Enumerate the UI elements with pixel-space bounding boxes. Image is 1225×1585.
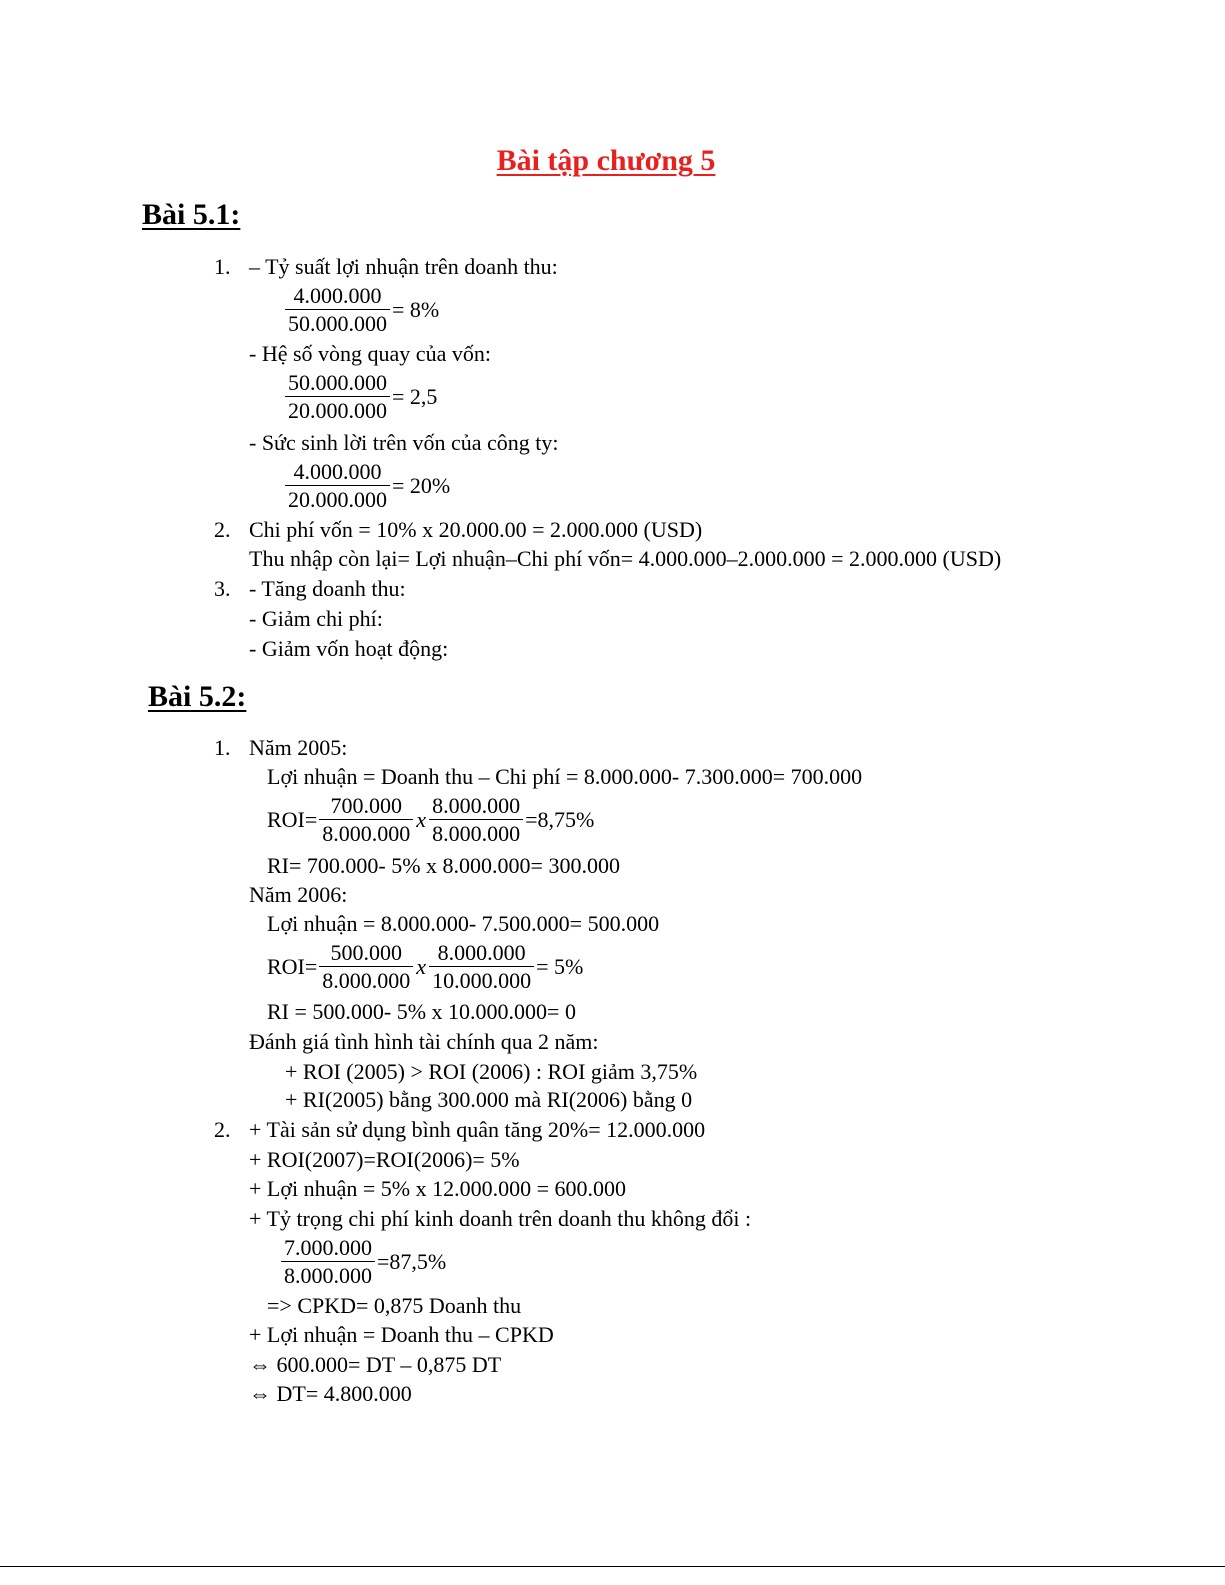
roi-2007-line: + ROI(2007)=ROI(2006)= 5%: [249, 1147, 520, 1172]
cost-ratio-line: + Tỷ trọng chi phí kinh doanh trên doanh thu không đổi :: [249, 1206, 752, 1231]
profit-2005-line: Lợi nhuận = Doanh thu – Chi phí = 8.000.000- 7.300.000= 700.000: [267, 764, 863, 789]
fraction: [285, 369, 390, 424]
item-number-1: 1.: [214, 254, 231, 279]
year-2005-label: Năm 2005:: [249, 735, 348, 760]
formula-result: =87,5%: [377, 1248, 447, 1274]
equation-line-2: ⇔ DT= 4.800.000: [249, 1381, 412, 1406]
item-number-3: 3.: [214, 576, 231, 601]
section-heading-5-2: Bài 5.2:: [148, 680, 247, 713]
fraction: [319, 939, 413, 994]
numerator: 8.000.000: [437, 940, 526, 965]
reduce-cost-line: - Giảm chi phí:: [249, 606, 383, 631]
fraction: [429, 792, 523, 847]
return-on-capital-label: - Sức sinh lời trên vốn của công ty:: [249, 430, 559, 455]
residual-income-line: Thu nhập còn lại= Lợi nhuận–Chi phí vốn= 4.000.000–2.000.000 = 2.000.000 (USD): [249, 546, 1002, 571]
increase-revenue-line: - Tăng doanh thu:: [249, 576, 406, 601]
item-number-1: 1.: [214, 735, 231, 760]
page-bottom-rule: [0, 1566, 1225, 1567]
roi-label: ROI=: [267, 953, 318, 979]
return-on-capital-formula: [283, 458, 450, 513]
roi-label: ROI=: [267, 806, 318, 832]
reduce-capital-line: - Giảm vốn hoạt động:: [249, 636, 449, 661]
capital-cost-line: Chi phí vốn = 10% x 20.000.00 = 2.000.000 (USD): [249, 517, 703, 542]
item-number-2: 2.: [214, 1117, 231, 1142]
denominator: 8.000.000: [281, 1261, 375, 1289]
denominator: 8.000.000: [429, 819, 523, 847]
evaluation-ri: + RI(2005) bằng 300.000 mà RI(2006) bằng 0: [285, 1087, 693, 1112]
year-2006-label: Năm 2006:: [249, 882, 348, 907]
ri-2006-line: RI = 500.000- 5% x 10.000.000= 0: [267, 999, 576, 1024]
page-title: Bài tập chương 5: [496, 144, 716, 177]
numerator: 8.000.000: [432, 793, 521, 818]
item-number-2: 2.: [214, 517, 231, 542]
fraction: [285, 282, 390, 337]
denominator: 8.000.000: [319, 819, 413, 847]
section-heading-5-1: Bài 5.1:: [142, 198, 241, 231]
numerator: 7.000.000: [284, 1235, 372, 1260]
profit-margin-formula: [283, 282, 439, 337]
formula-result: =8,75%: [525, 806, 595, 832]
numerator: 500.000: [330, 940, 403, 965]
profit-2006-line: Lợi nhuận = 8.000.000- 7.500.000= 500.000: [267, 911, 660, 936]
formula-result: = 20%: [392, 472, 451, 498]
cost-ratio-formula: [279, 1234, 446, 1289]
cpkd-line: => CPKD= 0,875 Doanh thu: [267, 1293, 522, 1318]
numerator: 4.000.000: [293, 283, 382, 308]
profit-margin-label: – Tỷ suất lợi nhuận trên doanh thu:: [249, 254, 558, 279]
evaluation-roi: + ROI (2005) > ROI (2006) : ROI giảm 3,75%: [285, 1059, 698, 1084]
numerator: 700.000: [330, 793, 403, 818]
fraction: [319, 792, 413, 847]
denominator: 20.000.000: [285, 485, 390, 513]
profit-formula-line: + Lợi nhuận = Doanh thu – CPKD: [249, 1322, 554, 1347]
formula-result: = 8%: [392, 296, 440, 322]
multiply-sign: x: [416, 953, 427, 979]
roi-2005-formula: [267, 792, 594, 847]
numerator: 50.000.000: [288, 370, 387, 395]
fraction: [285, 458, 390, 513]
ri-2005-line: RI= 700.000- 5% x 8.000.000= 300.000: [267, 853, 620, 878]
denominator: 50.000.000: [285, 309, 390, 337]
roi-2006-formula: [267, 939, 583, 994]
turnover-formula: [283, 369, 437, 424]
multiply-sign: x: [416, 806, 427, 832]
turnover-label: - Hệ số vòng quay của vốn:: [249, 341, 491, 366]
equation-line-1: ⇔ 600.000= DT – 0,875 DT: [249, 1352, 502, 1377]
formula-result: = 2,5: [392, 383, 438, 409]
profit-2007-line: + Lợi nhuận = 5% x 12.000.000 = 600.000: [249, 1176, 626, 1201]
assets-line: + Tài sản sử dụng bình quân tăng 20%= 12.000.000: [249, 1117, 706, 1142]
denominator: 10.000.000: [429, 966, 534, 994]
fraction: [429, 939, 534, 994]
formula-result: = 5%: [536, 953, 584, 979]
denominator: 20.000.000: [285, 396, 390, 424]
numerator: 4.000.000: [293, 459, 382, 484]
fraction: [281, 1234, 375, 1289]
evaluation-label: Đánh giá tình hình tài chính qua 2 năm:: [249, 1029, 599, 1054]
denominator: 8.000.000: [319, 966, 413, 994]
